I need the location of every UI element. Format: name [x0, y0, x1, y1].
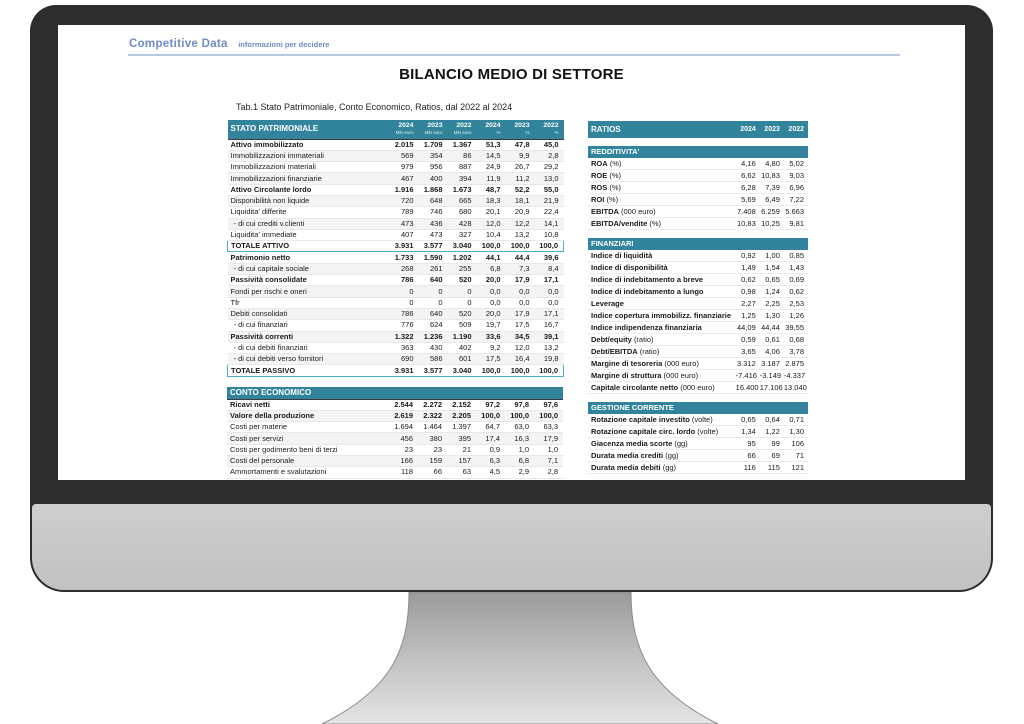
column-header: 2024: [736, 121, 760, 138]
table-row: Ammortamenti e svalutazioni 118 66 63 4,5 2,9 2,8: [227, 467, 563, 478]
table-row: - di cui debiti verso fornitori 690 586 601 17,5 16,4 19,8: [228, 354, 564, 365]
table-row: Durata media crediti (gg) 66 69 71: [588, 450, 808, 462]
table-row: Passività correnti 1.322 1.236 1.190 33,6 34,5 39,1: [228, 331, 564, 342]
table-row: Immobilizzazioni materiali 979 956 887 24,9 26,7 29,2: [228, 162, 564, 173]
table-row: Durata media debiti (gg) 116 115 121: [588, 462, 808, 474]
table-row: Debiti consolidati 786 640 520 20,0 17,9 17,1: [228, 308, 564, 319]
table-row: Costi per godimento beni di terzi 23 23 21 0,9 1,0 1,0: [227, 444, 563, 455]
income-table-title: CONTO ECONOMICO: [227, 387, 563, 399]
table-row: Fondi per rischi e oneri 0 0 0 0,0 0,0 0,0: [228, 286, 564, 297]
monitor-screen: [58, 25, 965, 480]
monitor-bezel: [30, 5, 993, 592]
page-subtitle: Tab.1 Stato Patrimoniale, Conto Economico, Ratios, dal 2022 al 2024: [236, 102, 513, 112]
income-table-body: [227, 399, 563, 478]
ratios-section-title: GESTIONE CORRENTE: [588, 402, 808, 414]
table-row: Capitale circolante netto (000 euro) 16.400 17.106 13.040: [588, 382, 808, 394]
table-row: EBITDA (000 euro) 7.408 6.259 5.663: [588, 206, 808, 218]
table-row: Indice copertura immobilizz. finanziarie 1,25 1,30 1,26: [588, 310, 808, 322]
column-header: 2022 Mln euro: [448, 120, 477, 139]
page-title: BILANCIO MEDIO DI SETTORE: [399, 66, 624, 83]
column-header: 2023: [760, 121, 784, 138]
table-row: Indice di liquidità 0,92 1,00 0,85: [588, 250, 808, 262]
column-header: 2023 %: [506, 120, 535, 139]
table-row: - di cui finanziari 776 624 509 19,7 17,5 16,7: [228, 320, 564, 331]
table-row: Giacenza media scorte (gg) 95 99 106: [588, 438, 808, 450]
table-row: - di cui debiti finanziari 363 430 402 9,2 12,0 13,2: [228, 342, 564, 353]
monitor-stand: [0, 592, 1024, 724]
table-row: Ricavi netti 2.544 2.272 2.152 97,2 97,8 97,6: [227, 399, 563, 410]
table-row: Indice indipendenza finanziaria 44,09 44,44 39,55: [588, 322, 808, 334]
monitor-chin: [32, 504, 991, 590]
income-table-header: [227, 387, 563, 399]
ratios-section-title: REDDITIVITA': [588, 146, 808, 158]
table-row: Leverage 2,27 2,25 2,53: [588, 298, 808, 310]
brand-tagline: informazioni per decidere: [238, 40, 330, 49]
table-row: - di cui crediti v.clienti 473 436 428 12,0 12,2 14,1: [228, 218, 564, 229]
ratios-section: [588, 402, 808, 474]
table-row: Attivo immobilizzato 2.015 1.709 1.367 51,3 47,8 45,0: [228, 139, 564, 150]
balance-sheet-table: [227, 120, 564, 377]
table-row: Rotazione capitale circ. lordo (volte) 1,34 1,22 1,30: [588, 426, 808, 438]
table-row: Costi per materie 1.694 1.464 1.397 64,7 63,0 63,3: [227, 422, 563, 433]
table-row: Passività consolidate 786 640 520 20,0 17,9 17,1: [228, 275, 564, 286]
table-row: TOTALE ATTIVO 3.931 3.577 3.040 100,0 100,0 100,0: [228, 241, 564, 252]
column-header: 2024 %: [477, 120, 506, 139]
table-row: - di cui capitale sociale 268 261 255 6,8 7,3 8,4: [228, 263, 564, 274]
ratios-table: [588, 121, 808, 474]
table-row: TOTALE PASSIVO 3.931 3.577 3.040 100,0 100,0 100,0: [228, 365, 564, 376]
table-row: Tfr 0 0 0 0,0 0,0 0,0: [228, 297, 564, 308]
balance-table-body: [228, 139, 564, 376]
table-row: Immobilizzazioni finanziarie 467 400 394 11,9 11,2 13,0: [228, 173, 564, 184]
ratios-section: [588, 238, 808, 394]
table-row: Indice di disponibilità 1,49 1,54 1,43: [588, 262, 808, 274]
column-header: 2022: [784, 121, 808, 138]
table-row: Rotazione capitale investito (volte) 0,65 0,64 0,71: [588, 414, 808, 426]
table-row: Indice di indebitamento a breve 0,62 0,65 0,69: [588, 274, 808, 286]
table-row: Immobilizzazioni immateriali 569 354 86 14,5 9,9 2,8: [228, 150, 564, 161]
table-row: Debt/EBITDA (ratio) 3,65 4,06 3,78: [588, 346, 808, 358]
ratios-section: [588, 146, 808, 230]
table-row: ROS (%) 6,28 7,39 6,96: [588, 182, 808, 194]
header-divider: [128, 54, 900, 56]
table-row: Patrimonio netto 1.733 1.590 1.202 44,1 44,4 39,6: [228, 252, 564, 263]
table-row: Margine di struttura (000 euro) -7.416 -3.149 -4.337: [588, 370, 808, 382]
table-row: Liquidita' immediate 407 473 327 10,4 13,2 10,8: [228, 229, 564, 240]
table-row: Liquidita' differite 789 746 680 20,1 20,9 22,4: [228, 207, 564, 218]
table-row: ROI (%) 5,69 6,49 7,22: [588, 194, 808, 206]
ratios-table-title: RATIOS: [588, 121, 736, 138]
column-header: 2022 %: [535, 120, 564, 139]
table-row: Valore della produzione 2.619 2.322 2.205 100,0 100,0 100,0: [227, 410, 563, 421]
brand-name: Competitive Data: [129, 38, 228, 50]
ratios-sections: [588, 146, 808, 474]
income-statement-table: [227, 387, 563, 479]
column-header: 2023 Mln euro: [419, 120, 448, 139]
table-row: Margine di tesoreria (000 euro) 3.312 3.187 2.875: [588, 358, 808, 370]
brand-logo: [129, 34, 329, 52]
table-row: ROE (%) 6,62 10,83 9,03: [588, 170, 808, 182]
table-row: ROA (%) 4,16 4,80 5,02: [588, 158, 808, 170]
ratios-table-header: [588, 121, 808, 138]
balance-table-header: [228, 120, 564, 139]
table-row: Attivo Circolante lordo 1.916 1.868 1.673 48,7 52,2 55,0: [228, 184, 564, 195]
table-row: Disponibilità non liquide 720 648 665 18,3 18,1 21,9: [228, 195, 564, 206]
balance-table-title: STATO PATRIMONIALE: [228, 120, 390, 139]
column-header: 2024 Mln euro: [390, 120, 419, 139]
ratios-section-title: FINANZIARI: [588, 238, 808, 250]
table-row: EBITDA/vendite (%) 10,83 10,25 9,81: [588, 218, 808, 230]
table-row: Indice di indebitamento a lungo 0,98 1,24 0,62: [588, 286, 808, 298]
table-row: Costi per servizi 456 380 395 17,4 16,3 17,9: [227, 433, 563, 444]
table-row: Costi del personale 166 159 157 6,3 6,8 7,1: [227, 455, 563, 466]
table-row: Debt/equity (ratio) 0,59 0,61 0,68: [588, 334, 808, 346]
